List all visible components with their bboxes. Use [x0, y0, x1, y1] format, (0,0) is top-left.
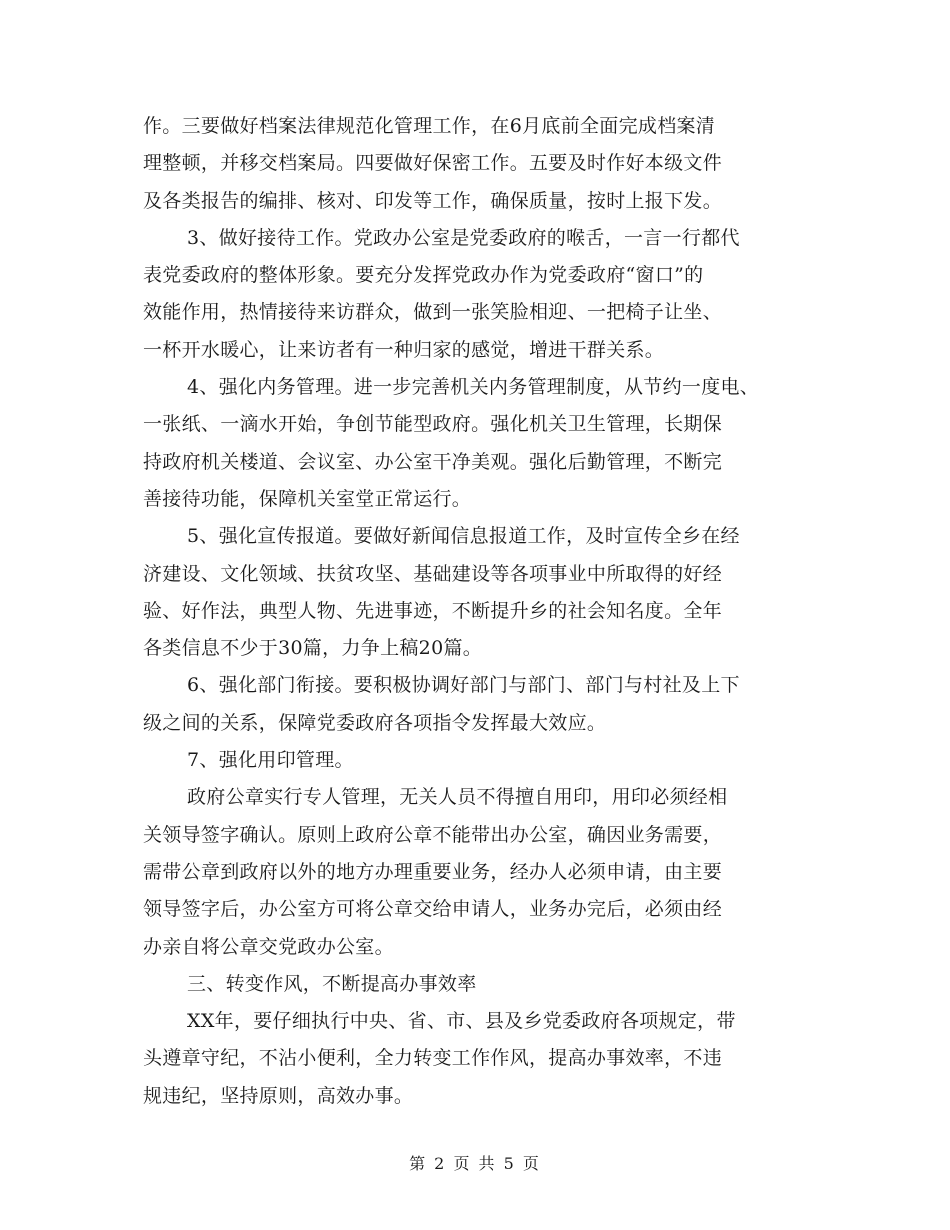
text-line: 需带公章到政府以外的地方办理重要业务，经办人必须申请，由主要: [143, 860, 723, 883]
text-line: XX年，要仔细执行中央、省、市、县及乡党委政府各项规定，带: [187, 1010, 736, 1033]
text-line: 验、好作法，典型人物、先进事迹，不断提升乡的社会知名度。全年: [143, 599, 723, 622]
section-heading: 三、转变作风，不断提高办事效率: [187, 972, 477, 995]
text-line: 作。三要做好档案法律规范化管理工作，在6月底前全面完成档案清: [143, 115, 716, 137]
text-line: 一杯开水暖心，让来访者有一种归家的感觉，增进干群关系。: [143, 338, 665, 361]
text-line: 规违纪，坚持原则，高效办事。: [143, 1084, 414, 1107]
text-line: 及各类报告的编排、核对、印发等工作，确保质量，按时上报下发。: [143, 189, 723, 212]
text-line: 善接待功能，保障机关室堂正常运行。: [143, 487, 472, 510]
text-line: 级之间的关系，保障党委政府各项指令发挥最大效应。: [143, 711, 607, 734]
text-line: 持政府机关楼道、会议室、办公室干净美观。强化后勤管理，不断完: [143, 450, 723, 473]
text-line: 6、强化部门衔接。要积极协调好部门与部门、部门与村社及上下: [187, 674, 740, 697]
text-line: 表党委政府的整体形象。要充分发挥党政办作为党委政府“窗口”的: [143, 264, 704, 287]
page-number: 第 2 页 共 5 页: [409, 1154, 541, 1173]
text-line: 5、强化宣传报道。要做好新闻信息报道工作，及时宣传全乡在经: [187, 525, 740, 548]
text-line: 各类信息不少于30篇，力争上稿20篇。: [143, 637, 483, 660]
text-line: 办亲自将公章交党政办公室。: [143, 935, 394, 958]
text-line: 济建设、文化领域、扶贫攻坚、基础建设等各项事业中所取得的好经: [143, 562, 723, 585]
text-line: 政府公章实行专人管理，无关人员不得擅自用印，用印必须经相: [187, 786, 728, 809]
text-line: 头遵章守纪，不沾小便利，全力转变工作作风，提高办事效率，不违: [143, 1047, 723, 1070]
text-line: 效能作用，热情接待来访群众，做到一张笑脸相迎、一把椅子让坐、: [143, 301, 723, 324]
text-line: 一张纸、一滴水开始，争创节能型政府。强化机关卫生管理，长期保: [143, 413, 723, 436]
text-line: 关领导签字确认。原则上政府公章不能带出办公室，确因业务需要，: [143, 823, 723, 846]
text-line: 7、强化用印管理。: [187, 749, 354, 772]
text-line: 理整顿，并移交档案局。四要做好保密工作。五要及时作好本级文件: [143, 152, 723, 175]
document-body: [143, 108, 823, 1115]
text-line: 领导签字后，办公室方可将公章交给申请人，业务办完后，必须由经: [143, 898, 723, 921]
text-line: 4、强化内务管理。进一步完善机关内务管理制度，从节约一度电、: [187, 376, 760, 399]
text-line: 3、做好接待工作。党政办公室是党委政府的喉舌，一言一行都代: [187, 226, 740, 249]
